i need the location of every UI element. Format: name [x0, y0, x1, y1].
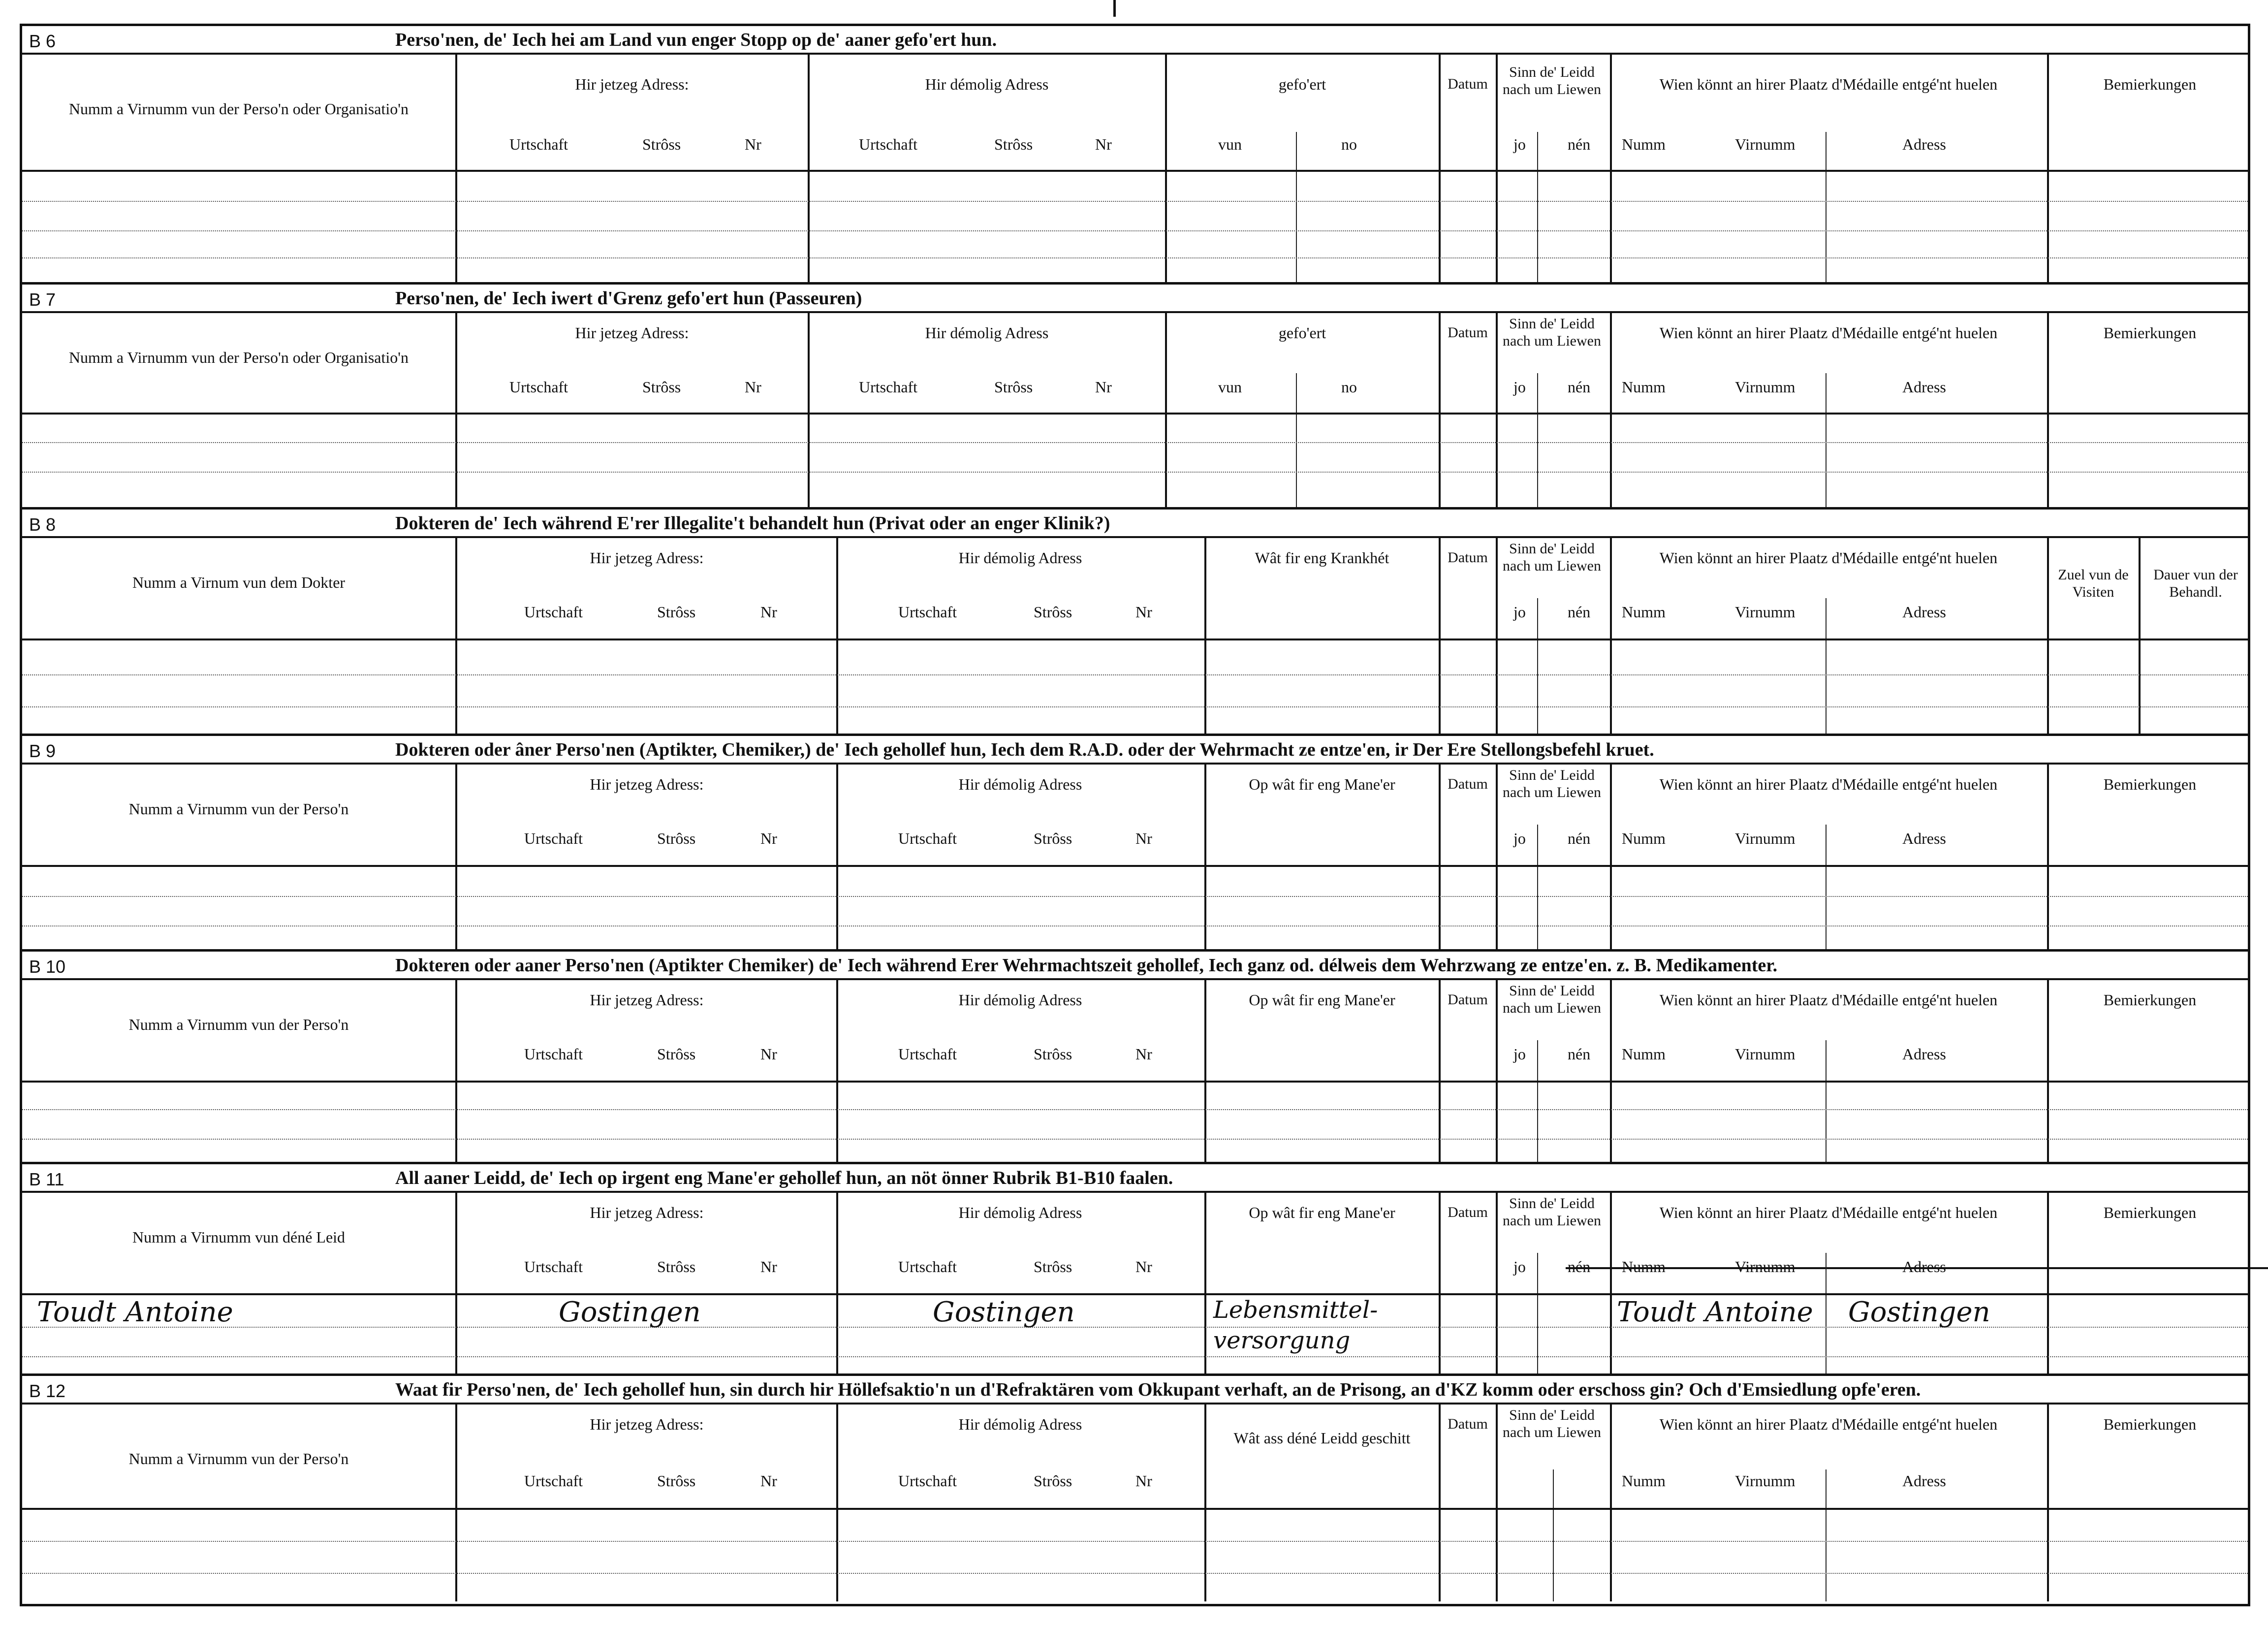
sub-adress: Adress — [1902, 378, 1946, 396]
sub-virnumm: Virnumm — [1735, 603, 1796, 621]
sub-numm: Numm — [1622, 1258, 1666, 1276]
sub-virnumm: Virnumm — [1735, 135, 1796, 153]
section-title: Perso'nen, de' Iech iwert d'Grenz gefo'ert hun (Passeuren) — [395, 288, 862, 309]
col-former-address-header: Hir démolig Adress — [958, 549, 1082, 567]
sub-stross: Strôss — [1034, 603, 1072, 621]
sub-urtschaft: Urtschaft — [524, 603, 583, 621]
sub-urtschaft: Urtschaft — [509, 378, 568, 396]
sub-no: no — [1341, 135, 1357, 153]
sub-urtschaft: Urtschaft — [859, 378, 918, 396]
col-datum-header: Datum — [1448, 991, 1488, 1008]
sub-jo: jo — [1513, 1258, 1526, 1276]
sub-nr: Nr — [760, 1472, 777, 1490]
sub-nr: Nr — [745, 135, 761, 153]
col-datum-header: Datum — [1448, 1416, 1488, 1432]
section-title: Dokteren oder âner Perso'nen (Aptikter, Chemiker,) de' Iech gehollef hun, Iech dem R.A.D. oder der Wehrmacht ze entze'en, ir Der Ere Stellongsbefehl kruet. — [395, 739, 1654, 760]
sub-stross: Strôss — [642, 135, 681, 153]
col-bemierkungen-header: Bemierkungen — [2103, 324, 2197, 342]
section-header — [22, 26, 2248, 55]
sub-nr: Nr — [760, 1258, 777, 1276]
col-bemierkungen-header: Bemierkungen — [2103, 775, 2197, 793]
sub-jo: jo — [1513, 1045, 1526, 1063]
section-b8 — [22, 507, 2248, 734]
col-alive-header: Sinn de' Leidd nach um Liewen — [1503, 316, 1601, 350]
section-header — [22, 510, 2248, 538]
handwritten-current-town: Gostingen — [559, 1296, 701, 1328]
sub-nen: nén — [1568, 378, 1591, 396]
sub-stross: Strôss — [1034, 1045, 1072, 1063]
col-name-header: Numm a Virnum vun dem Dokter — [132, 574, 346, 591]
col-former-address-header: Hir démolig Adress — [958, 1415, 1082, 1433]
sub-urtschaft: Urtschaft — [898, 1258, 957, 1276]
section-header — [22, 1376, 2248, 1405]
top-edge-mark — [1113, 0, 1116, 17]
sub-stross: Strôss — [657, 1472, 696, 1490]
sub-numm: Numm — [1622, 830, 1666, 847]
section-code: B 6 — [29, 31, 56, 51]
sub-urtschaft: Urtschaft — [524, 1472, 583, 1490]
col-name-header: Numm a Virnumm vun der Perso'n — [128, 1450, 349, 1468]
section-title: Dokteren oder aaner Perso'nen (Aptikter Chemiker) de' Iech während Erer Wehrmachtszeit gehollef, Iech ganz od. délweis dem Wehrzwang ze entze'en. z. B. Medikamenter. — [395, 955, 1778, 976]
section-code: B 9 — [29, 741, 56, 761]
col-alive-header: Sinn de' Leidd nach um Liewen — [1503, 541, 1601, 575]
sub-stross: Strôss — [657, 1258, 696, 1276]
sub-stross: Strôss — [1034, 1258, 1072, 1276]
sub-no: no — [1341, 378, 1357, 396]
col-visits-header: Zuel vun de Visiten — [2058, 567, 2129, 601]
sub-stross: Strôss — [642, 378, 681, 396]
col-medal-header: Wien könnt an hirer Plaatz d'Médaille entgé'nt huelen — [1659, 75, 1998, 93]
sub-virnumm: Virnumm — [1735, 1258, 1796, 1276]
sub-jo: jo — [1513, 830, 1526, 847]
section-title: Dokteren de' Iech während E'rer Illegalite't behandelt hun (Privat oder an enger Klinik?) — [395, 513, 1110, 534]
section-code: B 7 — [29, 289, 56, 310]
sub-nen: nén — [1568, 1045, 1591, 1063]
col-medal-header: Wien könnt an hirer Plaatz d'Médaille entgé'nt huelen — [1659, 324, 1998, 342]
sub-numm: Numm — [1622, 378, 1666, 396]
sub-adress: Adress — [1902, 1045, 1946, 1063]
sub-nr: Nr — [1135, 1258, 1152, 1276]
sub-vun: vun — [1218, 135, 1242, 153]
sub-jo: jo — [1513, 603, 1526, 621]
sub-jo: jo — [1513, 135, 1526, 153]
col-name-header: Numm a Virnumm vun der Perso'n — [128, 800, 349, 818]
sub-urtschaft: Urtschaft — [898, 1472, 957, 1490]
sub-urtschaft: Urtschaft — [898, 830, 957, 847]
sub-numm: Numm — [1622, 1472, 1666, 1490]
sub-numm: Numm — [1622, 135, 1666, 153]
sub-adress: Adress — [1902, 1472, 1946, 1490]
sub-numm: Numm — [1622, 603, 1666, 621]
sub-numm: Numm — [1622, 1045, 1666, 1063]
sub-urtschaft: Urtschaft — [524, 1045, 583, 1063]
section-code: B 10 — [29, 957, 66, 977]
col-former-address-header: Hir démolig Adress — [958, 1204, 1082, 1221]
handwritten-manner-line1: Lebensmittel- — [1213, 1296, 1378, 1324]
handwritten-former-town: Gostingen — [933, 1296, 1075, 1328]
handwritten-medal-town: Gostingen — [1848, 1296, 1990, 1328]
col-duration-header: Dauer vun der Behandl. — [2153, 567, 2238, 601]
sub-nr: Nr — [1095, 378, 1112, 396]
section-header — [22, 1164, 2248, 1193]
col-medal-header: Wien könnt an hirer Plaatz d'Médaille entgé'nt huelen — [1659, 1204, 1998, 1221]
col-former-address-header: Hir démolig Adress — [958, 775, 1082, 793]
sub-adress: Adress — [1902, 135, 1946, 153]
sub-urtschaft: Urtschaft — [898, 1045, 957, 1063]
section-code: B 12 — [29, 1381, 66, 1401]
col-current-address-header: Hir jetzeg Adress: — [590, 1415, 704, 1433]
section-b7 — [22, 282, 2248, 507]
col-manner-header: Op wât fir eng Mane'er — [1249, 1204, 1395, 1221]
col-current-address-header: Hir jetzeg Adress: — [575, 75, 689, 93]
col-datum-header: Datum — [1448, 549, 1488, 566]
col-alive-header: Sinn de' Leidd nach um Liewen — [1503, 983, 1601, 1017]
col-former-address-header: Hir démolig Adress — [925, 75, 1049, 93]
col-medal-header: Wien könnt an hirer Plaatz d'Médaille entgé'nt huelen — [1659, 549, 1998, 567]
sub-stross: Strôss — [1034, 1472, 1072, 1490]
sub-nr: Nr — [1135, 830, 1152, 847]
col-bemierkungen-header: Bemierkungen — [2103, 1415, 2197, 1433]
section-title: Waat fir Perso'nen, de' Iech gehollef hun, sin durch hir Höllefsaktio'n un d'Refraktären vom Okkupant verhaft, an de Prisong, an d'KZ komm oder erschoss gin? Och d'Emsiedlung opfe'eren. — [395, 1379, 1921, 1400]
sub-urtschaft: Urtschaft — [524, 830, 583, 847]
sub-urtschaft: Urtschaft — [859, 135, 918, 153]
col-manner-header: Op wât fir eng Mane'er — [1249, 775, 1395, 793]
col-name-header: Numm a Virnumm vun der Perso'n — [128, 1016, 349, 1033]
col-current-address-header: Hir jetzeg Adress: — [590, 549, 704, 567]
sub-adress: Adress — [1902, 1258, 1946, 1276]
section-b9 — [22, 734, 2248, 949]
col-name-header: Numm a Virnumm vun déné Leid — [132, 1228, 346, 1246]
sub-nen: nén — [1568, 830, 1591, 847]
col-alive-header: Sinn de' Leidd nach um Liewen — [1503, 1195, 1601, 1229]
col-current-address-header: Hir jetzeg Adress: — [590, 991, 704, 1009]
col-medal-header: Wien könnt an hirer Plaatz d'Médaille entgé'nt huelen — [1659, 1415, 1998, 1433]
sub-virnumm: Virnumm — [1735, 378, 1796, 396]
sub-adress: Adress — [1902, 603, 1946, 621]
col-manner-header: Op wât fir eng Mane'er — [1249, 991, 1395, 1009]
section-title: All aaner Leidd, de' Iech op irgent eng Mane'er gehollef hun, an nöt önner Rubrik B1-B10 faalen. — [395, 1168, 1173, 1188]
col-illness-header: Wât fir eng Krankhét — [1255, 549, 1389, 567]
col-bemierkungen-header: Bemierkungen — [2103, 1204, 2197, 1221]
section-code: B 8 — [29, 514, 56, 535]
sub-nr: Nr — [760, 830, 777, 847]
col-bemierkungen-header: Bemierkungen — [2103, 75, 2197, 93]
sub-nen: nén — [1568, 135, 1591, 153]
col-alive-header: Sinn de' Leidd nach um Liewen — [1503, 1407, 1601, 1441]
section-title: Perso'nen, de' Iech hei am Land vun enger Stopp op de' aaner gefo'ert hun. — [395, 30, 997, 50]
col-medal-header: Wien könnt an hirer Plaatz d'Médaille entgé'nt huelen — [1659, 991, 1998, 1009]
sub-stross: Strôss — [657, 830, 696, 847]
sub-nr: Nr — [1135, 1045, 1152, 1063]
sub-nen: nén — [1568, 603, 1591, 621]
col-datum-header: Datum — [1448, 1204, 1488, 1220]
sub-virnumm: Virnumm — [1735, 830, 1796, 847]
col-name-header: Numm a Virnumm vun der Perso'n oder Organisatio'n — [68, 100, 409, 118]
col-current-address-header: Hir jetzeg Adress: — [590, 1204, 704, 1221]
col-current-address-header: Hir jetzeg Adress: — [590, 775, 704, 793]
sub-adress: Adress — [1902, 830, 1946, 847]
sub-vun: vun — [1218, 378, 1242, 396]
section-b11 — [22, 1162, 2248, 1373]
section-code: B 11 — [29, 1169, 64, 1189]
sub-stross: Strôss — [1034, 830, 1072, 847]
sub-nr: Nr — [760, 603, 777, 621]
sub-virnumm: Virnumm — [1735, 1045, 1796, 1063]
col-bemierkungen-header: Bemierkungen — [2103, 991, 2197, 1009]
sub-urtschaft: Urtschaft — [524, 1258, 583, 1276]
sub-stross: Strôss — [994, 378, 1033, 396]
col-former-address-header: Hir démolig Adress — [925, 324, 1049, 342]
sub-stross: Strôss — [657, 1045, 696, 1063]
col-gefoert-header: gefo'ert — [1278, 75, 1326, 93]
handwritten-manner-line2: versorgung — [1213, 1327, 1351, 1354]
sub-urtschaft: Urtschaft — [509, 135, 568, 153]
sub-stross: Strôss — [994, 135, 1033, 153]
sub-stross: Strôss — [657, 603, 696, 621]
section-b6 — [22, 26, 2248, 282]
col-alive-header: Sinn de' Leidd nach um Liewen — [1503, 767, 1601, 801]
sub-nr: Nr — [1135, 603, 1152, 621]
sub-virnumm: Virnumm — [1735, 1472, 1796, 1490]
sub-nr: Nr — [745, 378, 761, 396]
col-name-header: Numm a Virnumm vun der Perso'n oder Organisatio'n — [68, 349, 409, 366]
sub-urtschaft: Urtschaft — [898, 603, 957, 621]
col-former-address-header: Hir démolig Adress — [958, 991, 1082, 1009]
col-alive-header: Sinn de' Leidd nach um Liewen — [1503, 64, 1601, 98]
col-datum-header: Datum — [1448, 76, 1488, 92]
sub-nr: Nr — [1135, 1472, 1152, 1490]
col-gefoert-header: gefo'ert — [1278, 324, 1326, 342]
refractaire-helpers-form — [20, 24, 2250, 1606]
col-datum-header: Datum — [1448, 324, 1488, 341]
section-header — [22, 952, 2248, 980]
handwritten-medal-name: Toudt Antoine — [1617, 1296, 1813, 1328]
col-what-happened-header: Wât ass déné Leidd geschitt — [1233, 1429, 1411, 1447]
sub-jo: jo — [1513, 378, 1526, 396]
col-datum-header: Datum — [1448, 776, 1488, 792]
handwritten-name: Toudt Antoine — [37, 1296, 233, 1328]
sub-nr: Nr — [760, 1045, 777, 1063]
section-b12 — [22, 1373, 2248, 1604]
col-current-address-header: Hir jetzeg Adress: — [575, 324, 689, 342]
section-b10 — [22, 949, 2248, 1162]
section-header — [22, 285, 2248, 313]
sub-nen-struck: nén — [1568, 1258, 2268, 1276]
sub-nr: Nr — [1095, 135, 1112, 153]
section-header — [22, 736, 2248, 765]
col-medal-header: Wien könnt an hirer Plaatz d'Médaille entgé'nt huelen — [1659, 775, 1998, 793]
